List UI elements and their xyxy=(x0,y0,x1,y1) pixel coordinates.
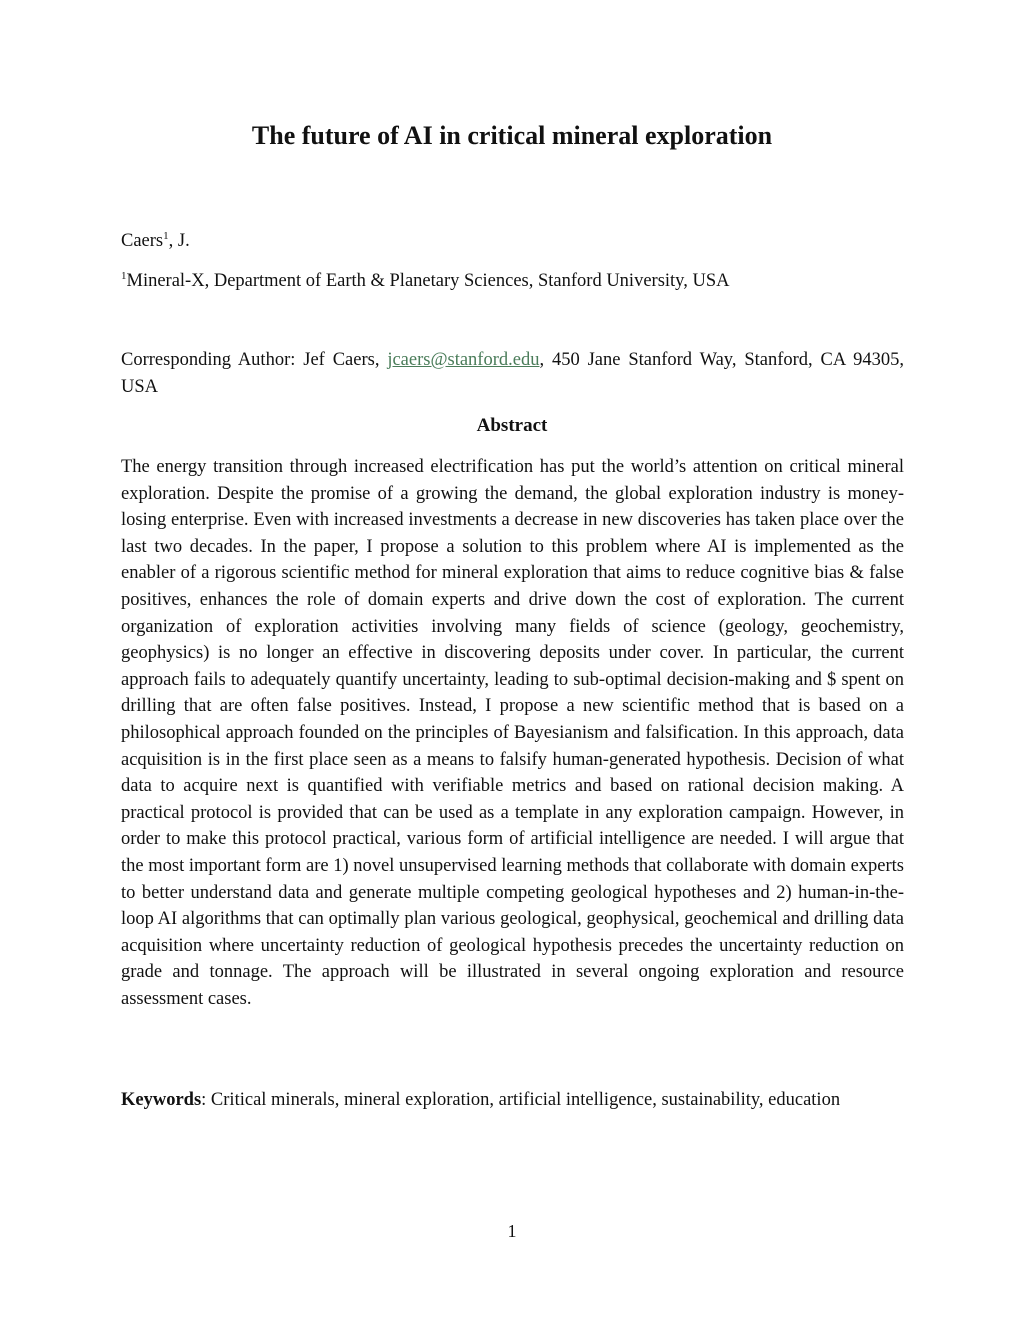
corresponding-author xyxy=(121,347,904,401)
paper-title: The future of AI in critical mineral exploration xyxy=(251,121,773,150)
affiliation-text: Mineral-X, Department of Earth & Planetary Sciences, Stanford University, USA xyxy=(126,271,730,291)
author-line xyxy=(121,228,190,254)
keywords-line xyxy=(121,1087,911,1113)
keywords-text: : Critical minerals, mineral exploration, artificial intelligence, sustainability, education xyxy=(201,1090,841,1110)
author-affiliation-marker: 1 xyxy=(163,229,169,242)
corresponding-email-link[interactable]: jcaers@stanford.edu xyxy=(387,350,540,370)
author-initial: , J. xyxy=(168,231,190,251)
affiliation-line xyxy=(121,268,729,294)
abstract-body: The energy transition through increased electrification has put the world’s attention on critical mineral exploration. Despite the promise of a growing the demand, the global exploration industry is money-losing enterprise. Even with increased investments a decrease in new discoveries has taken place over the last two decades. In the paper, I propose a solution to this problem where AI is implemented as the enabler of a rigorous scientific method for mineral exploration that aims to reduce cognitive bias & false positives, enhances the role of domain experts and drive down the cost of exploration. The current organization of exploration activities involving many fields of science (geology, geochemistry, geophysics) is no longer an effective in discovering deposits under cover. In particular, the current approach fails to adequately quantify uncertainty, leading to sub-optimal decision-making and $ spent on drilling that are often false positives. Instead, I propose a new scientific method that is based on a philosophical approach founded on the principles of Bayesianism and falsification. In this approach, data acquisition is in the first place seen as a means to falsify human-generated hypothesis. Decision of what data to acquire next is quantified with verifiable metrics and based on rational decision making. A practical protocol is provided that can be used as a template in any exploration campaign. However, in order to make this protocol practical, various form of artificial intelligence are needed. I will argue that the most important form are 1) novel unsupervised learning methods that collaborate with domain experts to better understand data and generate multiple competing geological hypotheses and 2) human-in-the-loop AI algorithms that can optimally plan various geological, geophysical, geochemical and drilling data acquisition where uncertainty reduction of geological hypothesis precedes the uncertainty reduction on grade and tonnage. The approach will be illustrated in several ongoing exploration and resource assessment cases. xyxy=(121,457,904,1009)
affiliation-marker: 1 xyxy=(121,269,127,282)
corresponding-address: , 450 Jane Stanford Way, Stanford, CA 94305, USA xyxy=(121,350,904,397)
keywords-label: Keywords xyxy=(121,1090,202,1110)
corresponding-label: Corresponding Author: Jef Caers, xyxy=(121,350,388,370)
author-name: Caers xyxy=(121,231,164,251)
abstract-heading: Abstract xyxy=(476,415,548,436)
page-number: 1 xyxy=(507,1221,517,1241)
